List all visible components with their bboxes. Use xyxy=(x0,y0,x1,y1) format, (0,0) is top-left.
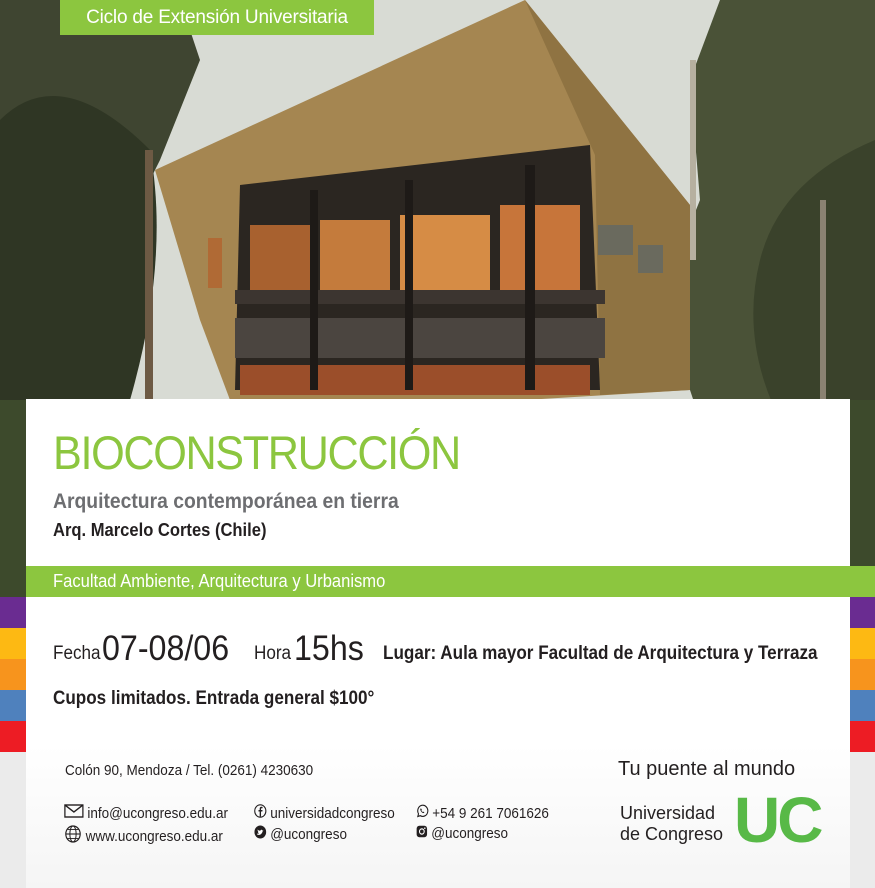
event-title: BIOCONSTRUCCIÓN xyxy=(53,426,460,479)
university-name-line2: de Congreso xyxy=(620,824,724,844)
email-contact[interactable] xyxy=(64,804,228,822)
stripe-left-purple xyxy=(0,597,26,628)
stripe-left-orange xyxy=(0,659,26,690)
faculty-name: Facultad Ambiente, Arquitectura y Urbanismo xyxy=(53,571,386,591)
instagram-contact[interactable] xyxy=(416,825,508,842)
instagram-text[interactable]: @ucongreso xyxy=(431,825,509,842)
uc-logo: UC xyxy=(734,784,821,856)
whatsapp-icon xyxy=(416,804,429,822)
stripe-left-yellow xyxy=(0,628,26,659)
event-speaker: Arq. Marcelo Cortes (Chile) xyxy=(53,520,267,540)
facebook-icon xyxy=(254,804,267,822)
university-name-line1: Universidad xyxy=(620,803,716,823)
twitter-icon xyxy=(254,825,267,843)
event-note: Cupos limitados. Entrada general $100° xyxy=(53,688,375,709)
stripe-right-blue xyxy=(850,690,875,721)
stripe-right-purple xyxy=(850,597,875,628)
address: Colón 90, Mendoza / Tel. (0261) 4230630 xyxy=(65,762,314,779)
web-text[interactable]: www.ucongreso.edu.ar xyxy=(85,827,223,845)
globe-icon xyxy=(64,825,82,847)
whatsapp-contact[interactable] xyxy=(416,804,549,822)
instagram-icon xyxy=(416,825,428,842)
stripe-right-yellow xyxy=(850,628,875,659)
stripe-right-red xyxy=(850,721,875,752)
facebook-contact[interactable] xyxy=(254,804,395,822)
mail-icon xyxy=(64,804,84,822)
twitter-contact[interactable] xyxy=(254,825,347,843)
event-place: Lugar: Aula mayor Facultad de Arquitectura y Terraza xyxy=(383,643,818,664)
series-badge: Ciclo de Extensión Universitaria xyxy=(60,0,374,35)
university-name xyxy=(620,803,723,845)
facebook-text[interactable]: universidadcongreso xyxy=(270,804,395,822)
event-subtitle: Arquitectura contemporánea en tierra xyxy=(53,490,399,513)
stripe-right-orange xyxy=(850,659,875,690)
stripe-left-blue xyxy=(0,690,26,721)
time-label: Hora xyxy=(254,643,292,664)
time-value: 15hs xyxy=(294,629,364,668)
whatsapp-text[interactable]: +54 9 261 7061626 xyxy=(432,804,549,822)
email-text[interactable]: info@ucongreso.edu.ar xyxy=(87,804,228,822)
tagline: Tu puente al mundo xyxy=(618,758,796,780)
twitter-text[interactable]: @ucongreso xyxy=(270,825,347,843)
stripe-left-red xyxy=(0,721,26,752)
stripe-right-grey xyxy=(850,752,875,888)
date-value: 07-08/06 xyxy=(102,629,230,668)
date-label: Fecha xyxy=(53,643,101,664)
web-contact[interactable] xyxy=(64,825,223,847)
stripe-left-grey xyxy=(0,752,26,888)
